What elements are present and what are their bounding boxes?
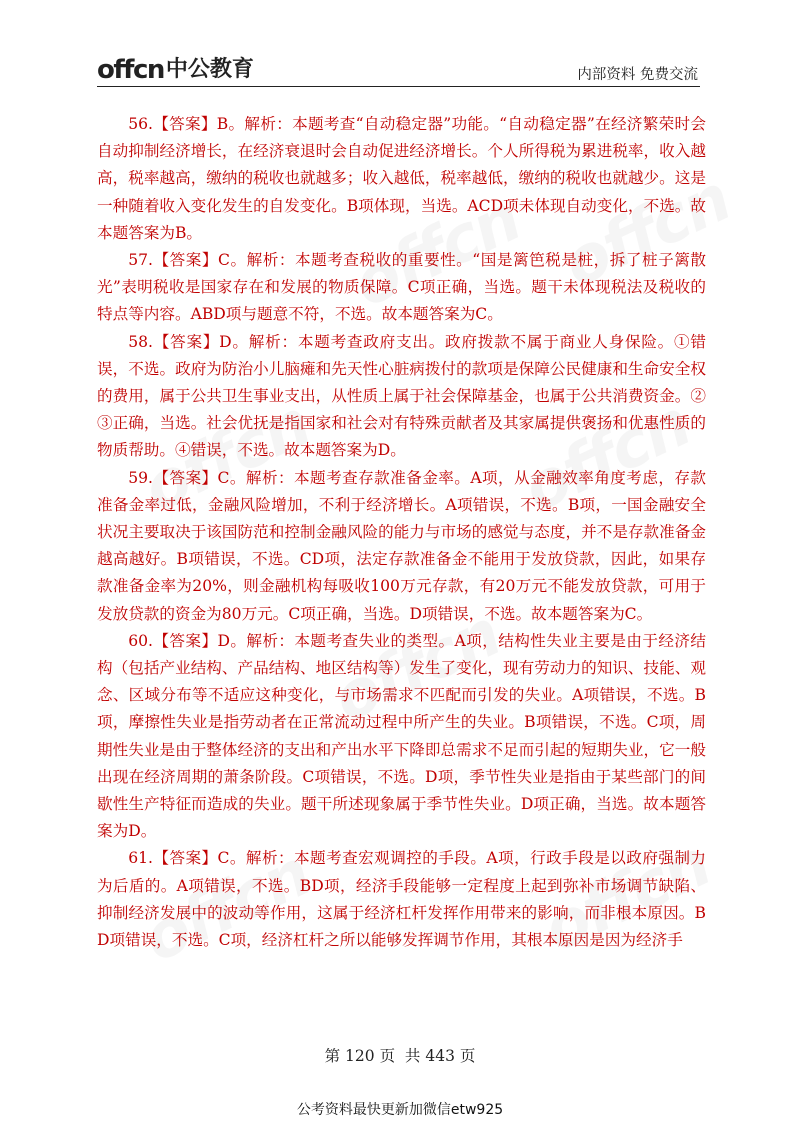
answer-paragraph-60: 60.【答案】D。解析：本题考查失业的类型。A项，结构性失业主要是由于经济结构（包括产业结构、产品结构、地区结构等）发生了变化，现有劳动力的知识、技能、观念、区域分布等不适应这种变化，与市场需求不匹配而引发的失业。A项错误，不选。B项，摩擦性失业是指劳动者在正常流动过程中所产生的失业。B项错误，不选。C项，周期性失业是由于整体经济的支出和产出水平下降即总需求不足而引起的短期失业，它一般出现在经济周期的萧条阶段。C项错误，不选。D项，季节性失业是指由于某些部门的间歇性生产特征而造成的失业。题干所述现象属于季节性失业。D项正确，当选。故本题答案为D。 [97, 631, 706, 841]
logo-chinese-text: 中公教育 [165, 57, 254, 82]
logo-latin-text: offcn [97, 55, 164, 85]
footer-note: 公考资料最快更新加微信etw925 [296, 1102, 504, 1118]
answer-paragraph-58: 58.【答案】D。解析：本题考查政府支出。政府拨款不属于商业人身保险。①错误，不选。政府为防治小儿脑瘫和先天性心脏病拨付的款项是保障公民健康和生命安全权的费用，属于公共卫生事业支出，从性质上属于社会保障基金，也属于公共消费资金。②③正确，当选。社会优抚是指国家和社会对有特殊贡献者及其家属提供褒扬和优惠性质的物质帮助。④错误，不选。故本题答案为D。 [97, 332, 706, 460]
offcn-logo [97, 54, 254, 84]
answer-paragraph-56: 56.【答案】B。解析：本题考查“自动稳定器”功能。“自动稳定器”在经济繁荣时会自动抑制经济增长，在经济衰退时会自动促进经济增长。个人所得税为累进税率，收入越高，税率越高，缴纳的税收也就越多；收入越低，税率越低，缴纳的税收也就越少。这是一种随着收入变化发生的自发变化。B项体现，当选。ACD项未体现自动变化，不选。故本题答案为B。 [97, 115, 706, 242]
page-header [97, 54, 700, 87]
answer-paragraph-61: 61.【答案】C。解析：本题考查宏观调控的手段。A项，行政手段是以政府强制力为后盾的。A项错误，不选。BD项，经济手段能够一定程度上起到弥补市场调节缺陷、抑制经济发展中的波动等作用，这属于经济杠杆发挥作用带来的影响，而非根本原因。BD项错误，不选。C项，经济杠杆之所以能够发挥调节作用，其根本原因是因为经济手 [97, 849, 706, 950]
answer-paragraph-57: 57.【答案】C。解析：本题考查税收的重要性。“国是篱笆税是桩，拆了桩子篱散光”表明税收是国家存在和发展的物质保障。C项正确，当选。题干未体现税法及税收的特点等内容。ABD项与题意不符，不选。故本题答案为C。 [97, 251, 706, 324]
answer-content [97, 111, 706, 954]
page-number: 第 120 页 共 443 页 [324, 1047, 476, 1065]
answer-paragraph-59: 59.【答案】C。解析：本题考查存款准备金率。A项，从金融效率角度考虑，存款准备金率过低，金融风险增加，不利于经济增长。A项错误，不选。B项，一国金融安全状况主要取决于该国防范和控制金融风险的能力与市场的感觉与态度，并不是存款准备金越高越好。B项错误，不选。CD项，法定存款准备金不能用于发放贷款，因此，如果存款准备金率为20%，则金融机构每吸收100万元存款，有20万元不能发放贷款，可用于发放贷款的资金为80万元。C项正确，当选。D项错误，不选。故本题答案为C。 [97, 468, 706, 623]
header-right-text: 内部资料 免费交流 [577, 67, 698, 83]
